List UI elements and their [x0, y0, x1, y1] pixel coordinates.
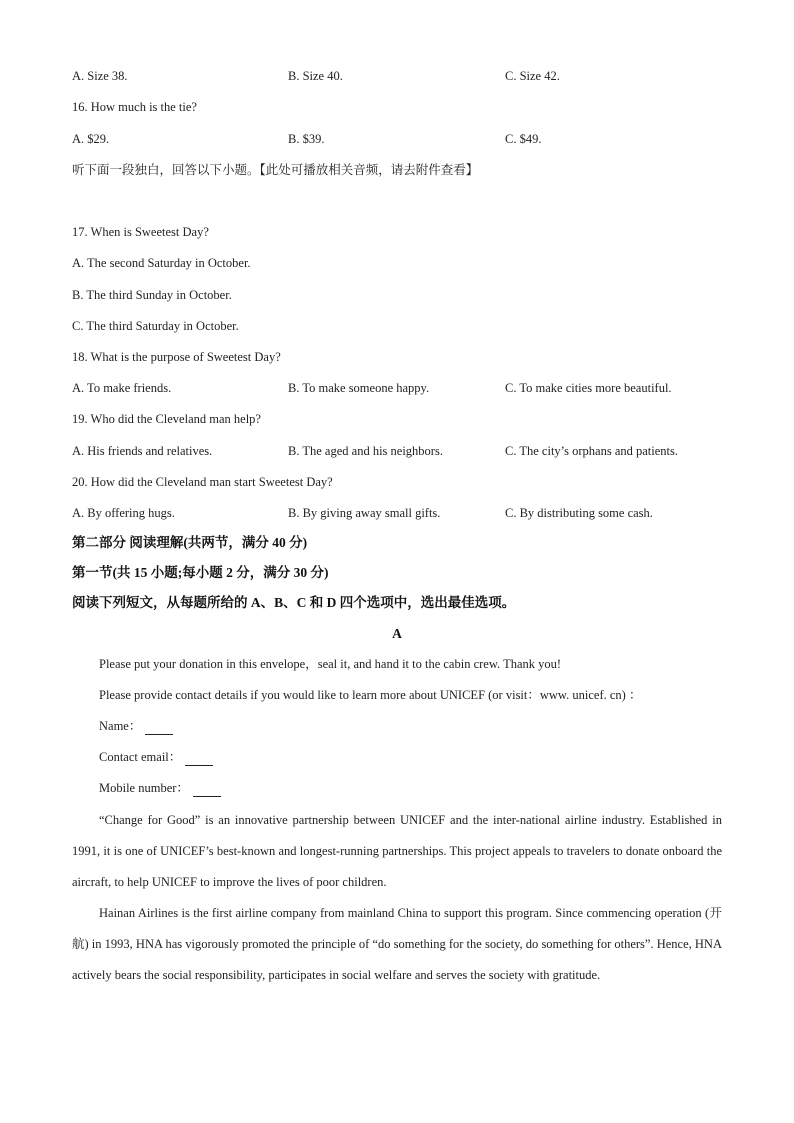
question-17: 17. When is Sweetest Day?	[72, 225, 209, 239]
question-20: 20. How did the Cleveland man start Sweetest Day?	[72, 475, 333, 489]
question-17-option-b: B. The third Sunday in October.	[72, 288, 232, 302]
part-2-heading: 第二部分 阅读理解(共两节，满分 40 分)	[72, 535, 308, 550]
option-b: B. $39.	[288, 132, 325, 146]
option-b: B. Size 40.	[288, 69, 343, 83]
option-a: A. To make friends.	[72, 381, 172, 395]
name-blank	[145, 722, 173, 735]
option-c: C. $49.	[505, 132, 542, 146]
paragraph-1: “Change for Good” is an innovative partnership between UNICEF and the inter-national airline industry. Established in 1991, it is one of UNICEF’s best-known and longest-running partnerships. This project appeals to travelers to donate onboard the aircraft, to help UNICEF to improve the lives of poor children.	[72, 813, 722, 890]
mobile-label: Mobile number：	[99, 781, 189, 795]
question-17-option-c: C. The third Saturday in October.	[72, 319, 239, 333]
option-b: B. To make someone happy.	[288, 381, 430, 395]
mobile-blank	[193, 784, 221, 797]
reading-instruction: 阅读下列短文，从每题所给的 A、B、C 和 D 四个选项中，选出最佳选项。	[72, 595, 516, 610]
option-c: C. To make cities more beautiful.	[505, 381, 672, 395]
option-c: C. The city’s orphans and patients.	[505, 444, 679, 458]
email-field	[99, 748, 722, 766]
mobile-field	[99, 779, 722, 797]
question-16: 16. How much is the tie?	[72, 100, 197, 114]
email-blank	[185, 753, 213, 766]
name-label: Name：	[99, 719, 142, 733]
question-19: 19. Who did the Cleveland man help?	[72, 412, 261, 426]
contact-note: Please provide contact details if you would like to learn more about UNICEF (or visit：www. unicef. cn) ：	[99, 688, 642, 702]
option-b: B. The aged and his neighbors.	[288, 444, 443, 458]
monologue-instruction: 听下面一段独白，回答以下小题。【此处可播放相关音频，请去附件查看】	[72, 163, 479, 177]
option-a: A. By offering hugs.	[72, 506, 175, 520]
question-17-option-a: A. The second Saturday in October.	[72, 256, 251, 270]
question-18: 18. What is the purpose of Sweetest Day?	[72, 350, 281, 364]
option-a: A. His friends and relatives.	[72, 444, 213, 458]
option-c: C. Size 42.	[505, 69, 560, 83]
option-a: A. $29.	[72, 132, 110, 146]
name-field	[99, 717, 722, 735]
passage-title: A	[392, 626, 402, 641]
paragraph-2: Hainan Airlines is the first airline company from mainland China to support this program. Since commencing operation (开航) in 1993, HNA has vigorously promoted the principle of “do something for the society, do something for others”. Hence, HNA actively bears the social responsibility, participates in social welfare and serves the society with gratitude.	[72, 906, 722, 983]
option-b: B. By giving away small gifts.	[288, 506, 441, 520]
section-1-heading: 第一节(共 15 小题;每小题 2 分，满分 30 分)	[72, 565, 329, 580]
donation-note: Please put your donation in this envelope，seal it, and hand it to the cabin crew. Thank you!	[99, 657, 562, 671]
option-a: A. Size 38.	[72, 69, 128, 83]
option-c: C. By distributing some cash.	[505, 506, 653, 520]
email-label: Contact email：	[99, 750, 182, 764]
